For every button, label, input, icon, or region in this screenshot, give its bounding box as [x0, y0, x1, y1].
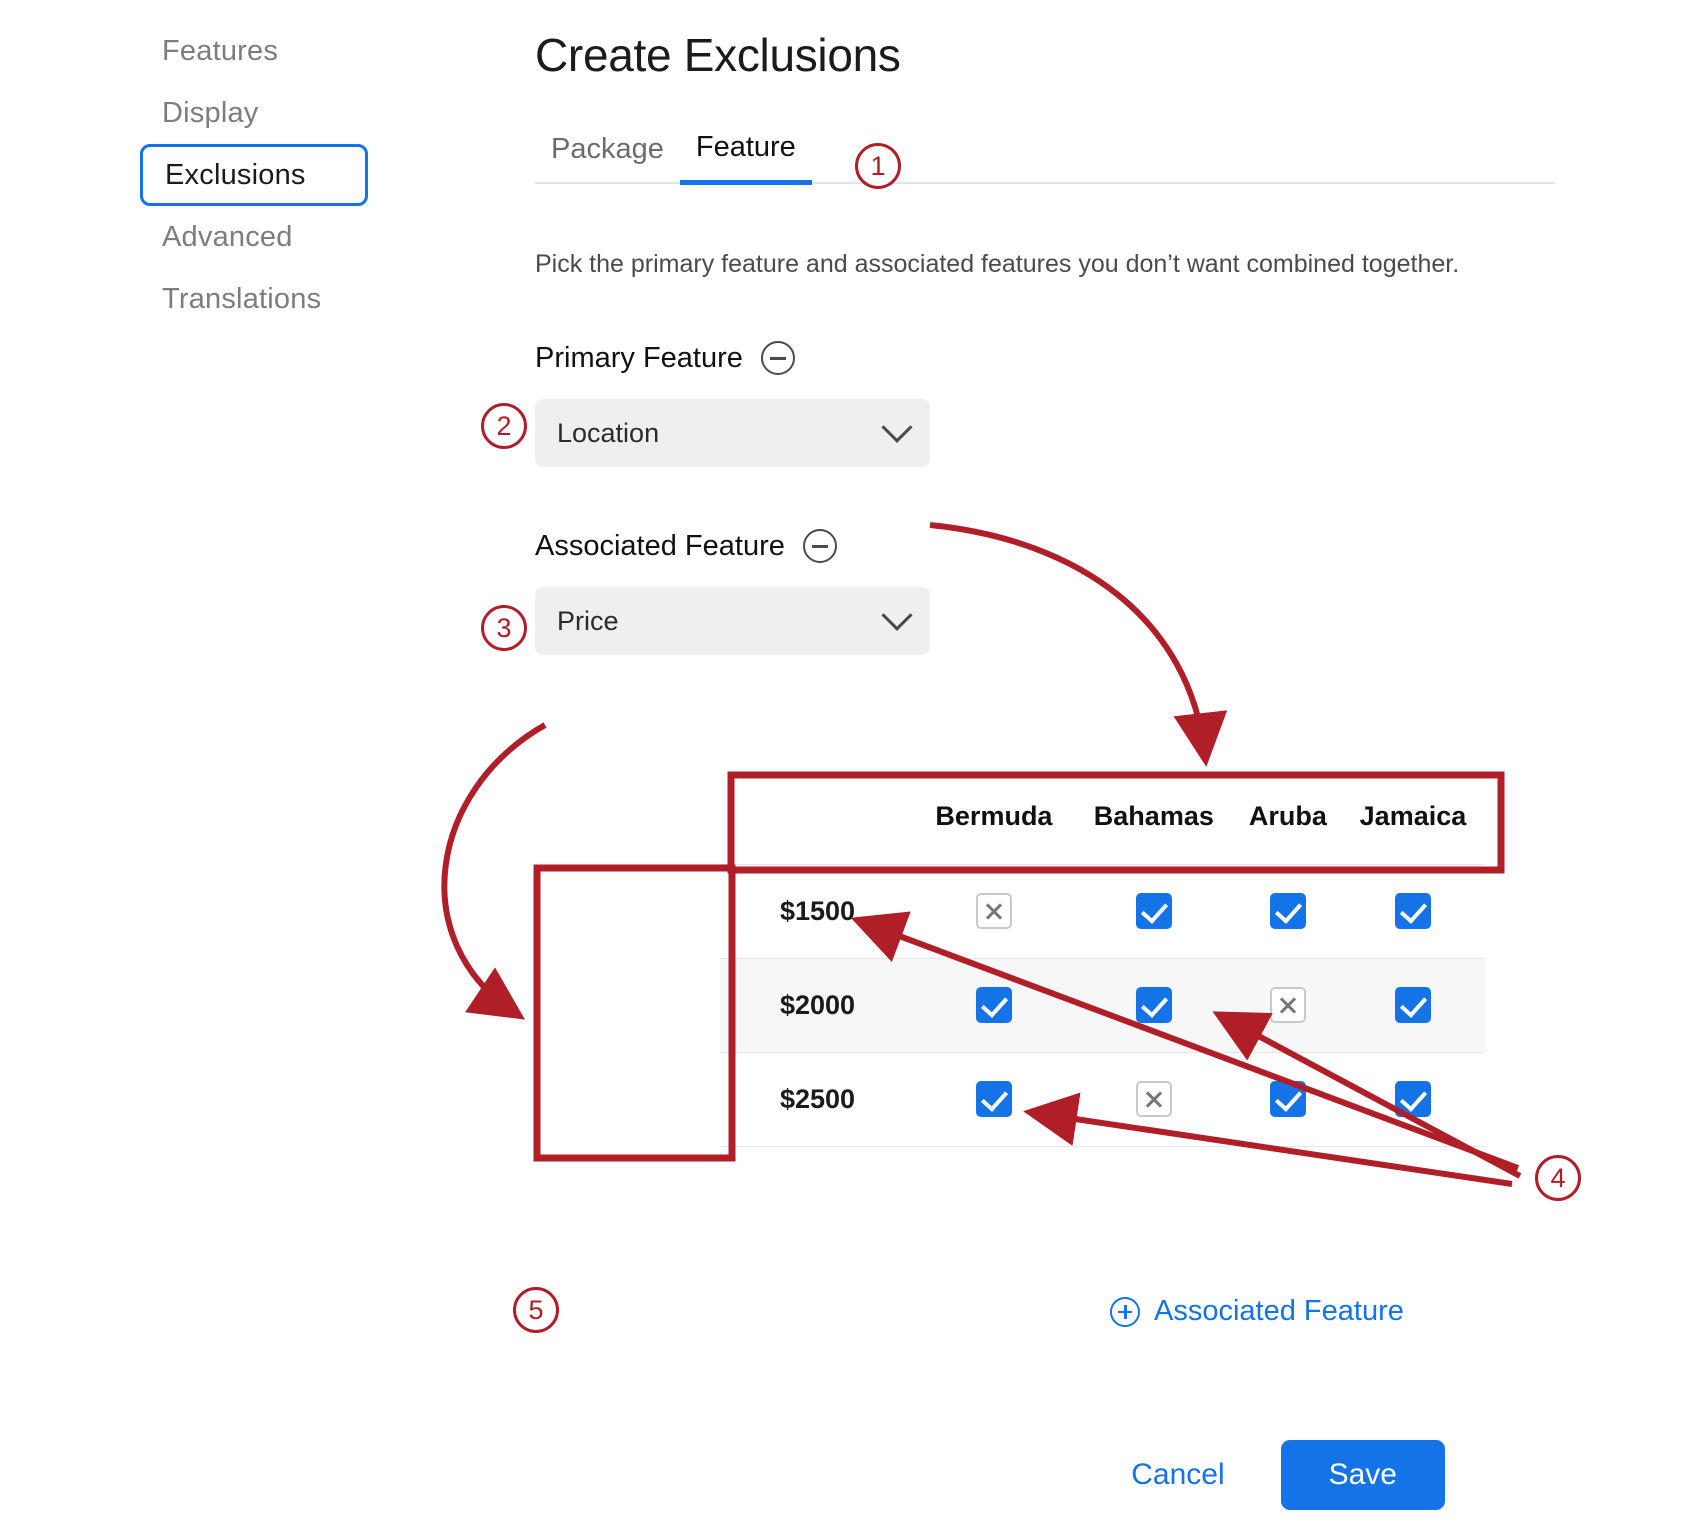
table-row [720, 864, 1485, 958]
cell-2500-bermuda[interactable] [915, 1052, 1073, 1146]
include-checkbox[interactable] [976, 1081, 1012, 1117]
table-row [720, 958, 1485, 1052]
cell-1500-bahamas[interactable] [1073, 864, 1235, 958]
minus-circle-icon[interactable] [803, 529, 837, 563]
badge-number: 2 [496, 410, 512, 441]
minus-circle-icon[interactable] [761, 341, 795, 375]
cell-2000-bermuda[interactable] [915, 958, 1073, 1052]
column-header-bermuda: Bermuda [915, 770, 1073, 864]
row-label-1500: $1500 [720, 864, 915, 958]
table-row [720, 1052, 1485, 1146]
sidebar-item-features[interactable] [140, 20, 400, 82]
cell-1500-bermuda[interactable] [915, 864, 1073, 958]
sidebar-item-display[interactable] [140, 82, 400, 144]
cell-1500-jamaica[interactable] [1341, 864, 1485, 958]
sidebar-item-label: Exclusions [165, 158, 306, 191]
cancel-button[interactable]: Cancel [1125, 1457, 1230, 1493]
exclude-checkbox[interactable] [1136, 1081, 1172, 1117]
primary-feature-header [535, 341, 1565, 375]
plus-circle-icon [1110, 1297, 1140, 1327]
badge-number: 5 [528, 1294, 544, 1325]
include-checkbox[interactable] [1395, 987, 1431, 1023]
column-header-jamaica: Jamaica [1341, 770, 1485, 864]
cell-2000-bahamas[interactable] [1073, 958, 1235, 1052]
row-label-2500: $2500 [720, 1052, 915, 1146]
add-associated-feature-label: Associated Feature [1154, 1295, 1404, 1327]
primary-feature-label: Primary Feature [535, 341, 743, 374]
include-checkbox[interactable] [1270, 1081, 1306, 1117]
exclude-checkbox[interactable] [1270, 987, 1306, 1023]
matrix-corner [720, 770, 915, 864]
cell-2000-aruba[interactable] [1235, 958, 1341, 1052]
cell-2000-jamaica[interactable] [1341, 958, 1485, 1052]
cell-2500-bahamas[interactable] [1073, 1052, 1235, 1146]
sidebar-item-label: Advanced [162, 220, 293, 253]
badge-number: 3 [496, 612, 512, 643]
tab-label: Package [551, 133, 664, 165]
column-header-bahamas: Bahamas [1073, 770, 1235, 864]
tab-label: Feature [695, 131, 796, 163]
tab-feature[interactable] [680, 131, 812, 185]
associated-feature-header [535, 529, 1565, 563]
chevron-down-icon [881, 600, 912, 631]
main-content [535, 0, 1565, 1491]
primary-feature-select[interactable] [535, 399, 930, 467]
chevron-down-icon [881, 412, 912, 443]
sidebar-item-advanced[interactable] [140, 206, 400, 268]
cell-2500-aruba[interactable] [1235, 1052, 1341, 1146]
badge-number: 4 [1550, 1162, 1566, 1193]
associated-feature-select[interactable] [535, 587, 930, 655]
include-checkbox[interactable] [976, 987, 1012, 1023]
add-associated-feature-button[interactable] [1110, 1295, 1404, 1328]
helper-text: Pick the primary feature and associated features you don’t want combined together. [535, 250, 1460, 278]
associated-feature-label: Associated Feature [535, 529, 785, 562]
include-checkbox[interactable] [1395, 1081, 1431, 1117]
table-header-row [720, 770, 1485, 864]
highlight-box-rows [537, 868, 732, 1158]
tab-package[interactable] [535, 133, 680, 182]
sidebar [140, 20, 400, 330]
sidebar-item-label: Display [162, 96, 259, 129]
save-button[interactable]: Save [1281, 1440, 1445, 1510]
primary-feature-value: Location [557, 417, 660, 448]
row-label-2000: $2000 [720, 958, 915, 1052]
tab-bar [535, 122, 1555, 184]
callout-badge-2 [481, 403, 527, 449]
sidebar-item-exclusions[interactable] [140, 144, 368, 206]
cell-2500-jamaica[interactable] [1341, 1052, 1485, 1146]
arrow-price-to-rows [444, 725, 545, 1013]
include-checkbox[interactable] [1395, 893, 1431, 929]
footer-actions [1125, 1440, 1445, 1510]
include-checkbox[interactable] [1136, 893, 1172, 929]
callout-badge-1 [855, 143, 901, 189]
page-title: Create Exclusions [535, 29, 901, 81]
sidebar-item-translations[interactable] [140, 268, 400, 330]
exclude-checkbox[interactable] [976, 893, 1012, 929]
callout-badge-4 [1535, 1155, 1581, 1201]
badge-number: 1 [870, 150, 886, 181]
include-checkbox[interactable] [1270, 893, 1306, 929]
exclusions-matrix [720, 770, 1485, 1147]
sidebar-item-label: Features [162, 34, 279, 67]
include-checkbox[interactable] [1136, 987, 1172, 1023]
sidebar-item-label: Translations [162, 282, 322, 315]
cell-1500-aruba[interactable] [1235, 864, 1341, 958]
associated-feature-value: Price [557, 605, 619, 636]
callout-badge-5 [513, 1287, 559, 1333]
callout-badge-3 [481, 605, 527, 651]
column-header-aruba: Aruba [1235, 770, 1341, 864]
